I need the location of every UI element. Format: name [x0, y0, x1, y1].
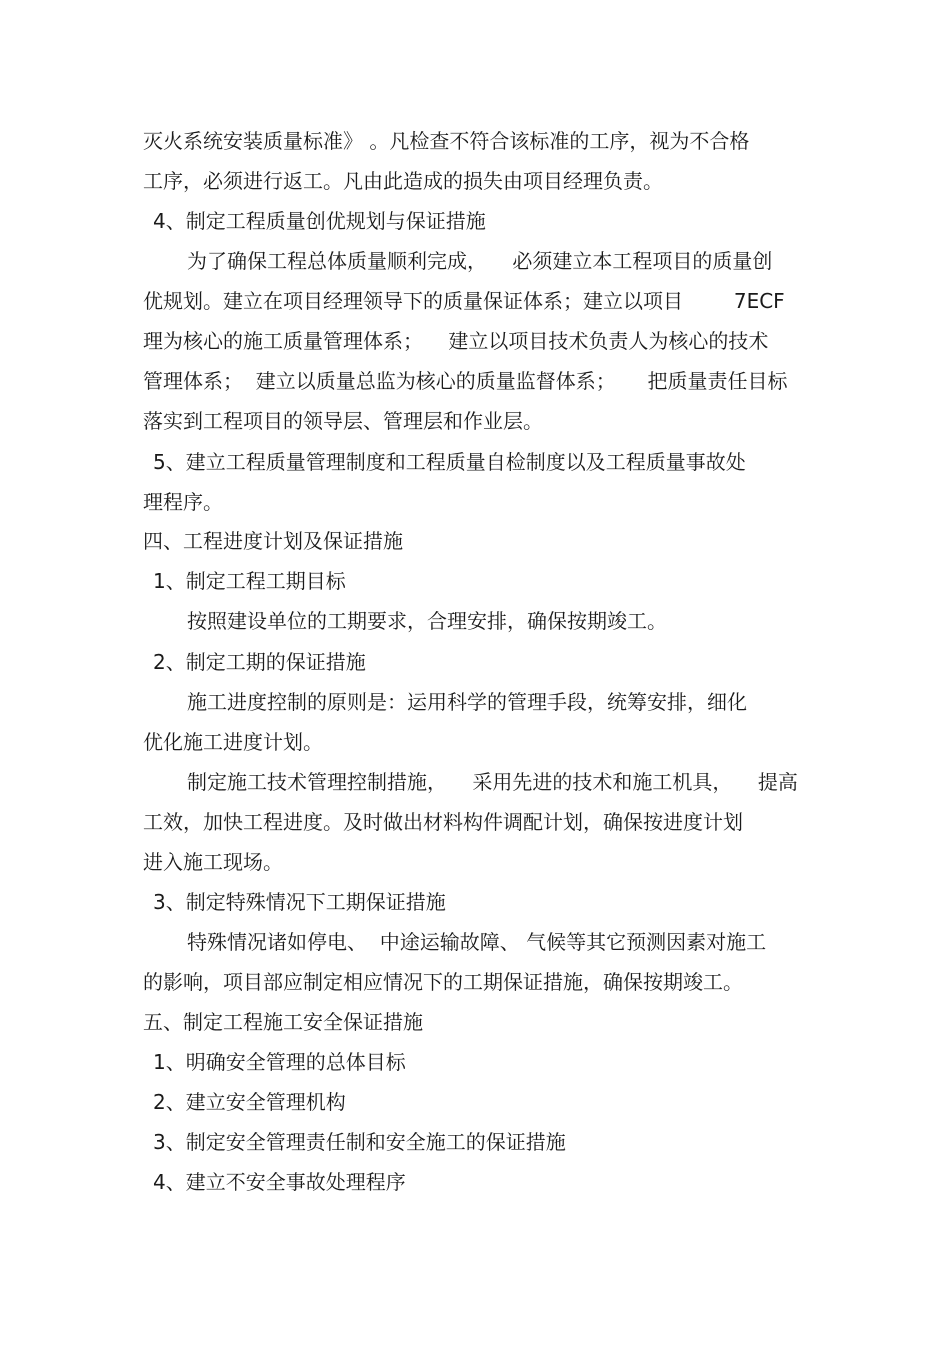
text-line: 进入施工现场。: [143, 850, 283, 874]
text-line: 管理体系； 建立以质量总监为核心的质量监督体系； 把质量责任目标: [143, 369, 788, 393]
chapter-heading: 四、工程进度计划及保证措施: [143, 529, 403, 553]
chapter-heading: 五、制定工程施工安全保证措施: [143, 1010, 423, 1034]
paragraph-line: 制定施工技术管理控制措施， 采用先进的技术和施工机具， 提高: [187, 770, 798, 794]
section-heading: 4、制定工程质量创优规划与保证措施: [153, 209, 486, 233]
section-heading: 3、制定安全管理责任制和安全施工的保证措施: [153, 1130, 566, 1154]
section-heading: 2、制定工期的保证措施: [153, 650, 366, 674]
text-line: 的影响，项目部应制定相应情况下的工期保证措施，确保按期竣工。: [143, 970, 743, 994]
section-heading: 3、制定特殊情况下工期保证措施: [153, 890, 446, 914]
section-heading: 1、明确安全管理的总体目标: [153, 1050, 406, 1074]
section-heading: 5、建立工程质量管理制度和工程质量自检制度以及工程质量事故处: [153, 450, 746, 474]
section-heading: 1、制定工程工期目标: [153, 569, 346, 593]
paragraph-line: 按照建设单位的工期要求，合理安排，确保按期竣工。: [187, 609, 667, 633]
section-heading: 4、建立不安全事故处理程序: [153, 1170, 406, 1194]
text-line: 灭火系统安装质量标准》 。凡检查不符合该标准的工序，视为不合格: [143, 129, 750, 153]
paragraph-line: 特殊情况诸如停电、 中途运输故障、 气候等其它预测因素对施工: [187, 930, 767, 954]
text-line: 工序，必须进行返工。凡由此造成的损失由项目经理负责。: [143, 169, 663, 193]
section-heading: 2、建立安全管理机构: [153, 1090, 346, 1114]
paragraph-line: 为了确保工程总体质量顺利完成， 必须建立本工程项目的质量创: [187, 249, 773, 273]
text-line: 优化施工进度计划。: [143, 730, 323, 754]
text-line: 优规划。建立在项目经理领导下的质量保证体系；建立以项目 7ECF: [143, 289, 785, 313]
text-line: 落实到工程项目的领导层、管理层和作业层。: [143, 409, 543, 433]
paragraph-line: 施工进度控制的原则是：运用科学的管理手段，统筹安排，细化: [187, 690, 747, 714]
text-line: 理为核心的施工质量管理体系； 建立以项目技术负责人为核心的技术: [143, 329, 769, 353]
text-line: 工效，加快工程进度。及时做出材料构件调配计划，确保按进度计划: [143, 810, 743, 834]
text-line: 理程序。: [143, 490, 223, 514]
